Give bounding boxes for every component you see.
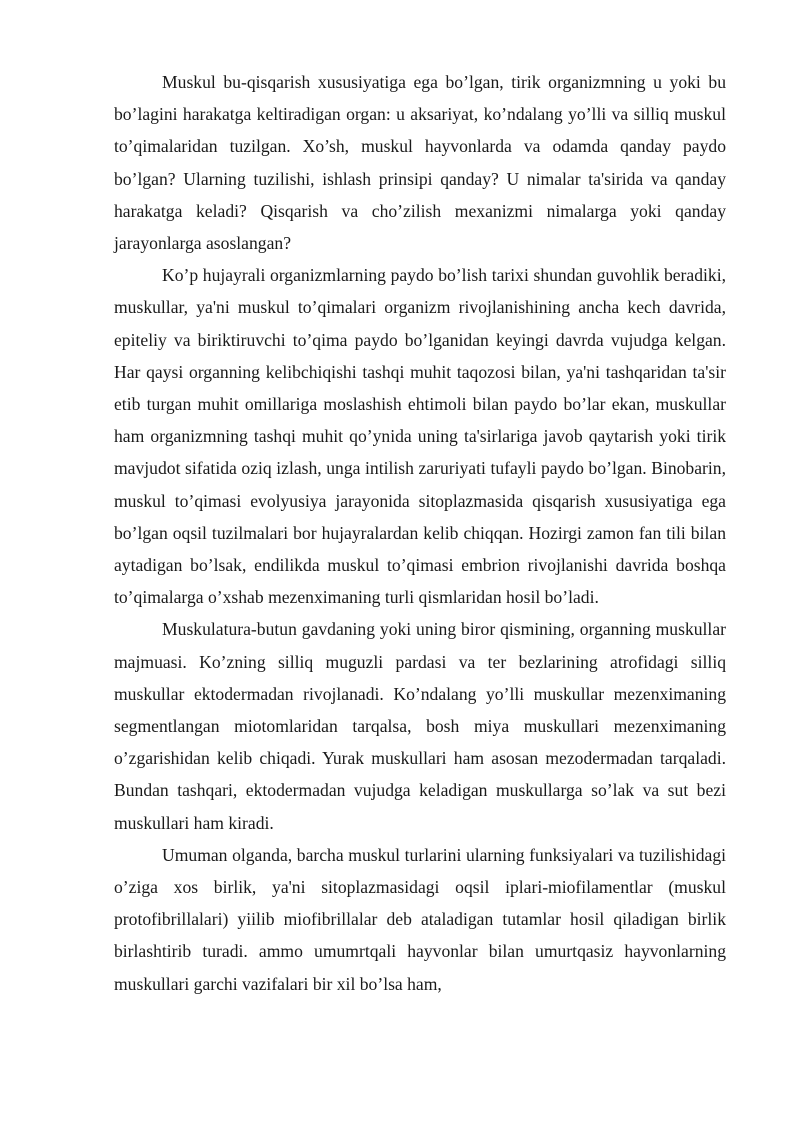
paragraph-musculature: Muskulatura-butun gavdaning yoki uning biror qismining, organning muskullar majmuasi. Ko’zning silliq muguzli pardasi va ter bezlarining atrofidagi silliq muskullar ektodermadan rivojlanadi. Ko’ndalang yo’lli muskullar mezenximaning segmentlangan miotomlaridan tarqalsa, bosh miya muskullari mezenximaning o’zgarishidan kelib chiqadi. Yurak muskullari ham asosan mezodermadan tarqaladi. Bundan tashqari, ektodermadan vujudga keladigan muskullarga so’lak va sut bezi muskullari ham kiradi. (114, 619, 726, 833)
paragraph-muscle-types: Umuman olganda, barcha muskul turlarini ularning funksiyalari va tuzilishidagi o’ziga xos birlik, ya'ni sitoplazmasidagi oqsil iplari-miofilamentlar (muskul protofibrillalari) yiilib miofibrillalar deb ataladigan tutamlar hosil qiladigan birlik birlashtirib turadi. ammo umumrtqali hayvonlar bilan umurtqasiz hayvonlarning muskullari garchi vazifalari bir xil bo’lsa ham, (114, 844, 726, 994)
paragraph-muscle-definition: Muskul bu-qisqarish xususiyatiga ega bo’lgan, tirik organizmning u yoki bu bo’lagini harakatga keltiradigan organ: u aksariyat, ko’ndalang yo’lli va silliq muskul to’qimalaridan tuzilgan. Xo’sh, muskul hayvonlarda va odamda qanday paydo bo’lgan? Ularning tuzilishi, ishlash prinsipi qanday? U nimalar ta'sirida va qanday harakatga keladi? Qisqarish va cho’zilish mexanizmi nimalarga yoki qanday jarayonlarga asoslangan? (114, 72, 726, 254)
document-page (114, 66, 726, 1000)
paragraph-muscle-origin: Ko’p hujayrali organizmlarning paydo bo’lish tarixi shundan guvohlik beradiki, muskullar, ya'ni muskul to’qimalari organizm rivojlanishining ancha kech davrida, epiteliy va biriktiruvchi to’qima paydo bo’lganidan keyingi davrda vujudga kelgan. Har qaysi organning kelibchiqishi tashqi muhit taqozosi bilan, ya'ni tashqaridan ta'sir etib turgan muhit omillariga moslashish ehtimoli bilan paydo bo’lar ekan, muskullar ham organizmning tashqi muhit qo’ynida uning ta'sirlariga javob qaytarish yoki tirik mavjudot sifatida oziq izlash, unga intilish zaruriyati tufayli paydo bo’lgan. Binobarin, muskul to’qimasi evolyusiya jarayonida sitoplazmasida qisqarish xususiyatiga ega bo’lgan oqsil tuzilmalari bor hujayralardan kelib chiqqan. Hozirgi zamon fan tili bilan aytadigan bo’lsak, endilikda muskul to’qimasi embrion rivojlanishi davrida boshqa to’qimalarga o’xshab mezenximaning turli qismlaridan hosil bo’ladi. (114, 265, 726, 608)
